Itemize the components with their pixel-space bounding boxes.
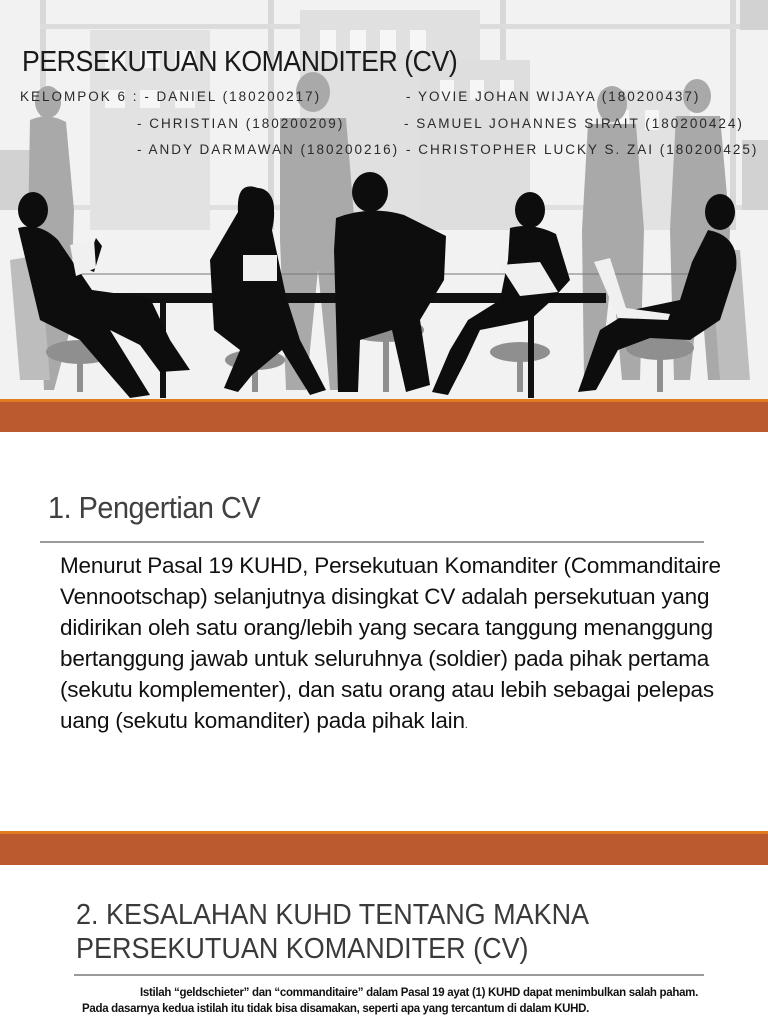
definition-slide	[0, 432, 768, 832]
heading-divider	[40, 541, 704, 543]
heading-divider	[74, 974, 704, 976]
kesalahan-paragraph: Istilah “geldschieter” dan “commanditaire” dalam Pasal 19 ayat (1) KUHD dapat menimbulkan salah paham. Pada dasarnya kedua istilah itu tidak bisa disamakan, seperti apa yang tercantum di dalam KUHD.	[82, 987, 699, 1015]
accent-bar	[0, 402, 768, 432]
member-christopher: - CHRISTOPHER LUCKY S. ZAI (180200425)	[406, 142, 759, 157]
member-daniel: - DANIEL (180200217)	[144, 89, 322, 104]
section-heading-pengertian: 1. Pengertian CV	[48, 490, 261, 525]
group-label: KELOMPOK 6 : - DANIEL (180200217)	[20, 89, 322, 104]
presentation-title: PERSEKUTUAN KOMANDITER (CV)	[22, 46, 458, 78]
member-andy: - ANDY DARMAWAN (180200216)	[137, 142, 400, 157]
definition-paragraph: Menurut Pasal 19 KUHD, Persekutuan Komanditer (Commanditaire Vennootschap) selanjutnya disingkat CV adalah persekutuan yang didirikan oleh satu orang/lebih yang secara tanggung menanggung bertanggung jawab untuk seluruhnya (soldier) pada pihak pertama (sekutu komplementer), dan satu orang atau lebih sebagai pelepas uang (sekutu komanditer) pada pihak lain.	[60, 553, 721, 733]
accent-bar	[0, 834, 768, 865]
member-christian: - CHRISTIAN (180200209)	[137, 116, 345, 131]
section-heading-kesalahan: 2. KESALAHAN KUHD TENTANG MAKNA PERSEKUTUAN KOMANDITER (CV)	[76, 899, 590, 965]
member-yovie: - YOVIE JOHAN WIJAYA (180200437)	[406, 89, 701, 104]
title-slide	[0, 0, 768, 432]
member-samuel: - SAMUEL JOHANNES SIRAIT (180200424)	[404, 116, 744, 131]
